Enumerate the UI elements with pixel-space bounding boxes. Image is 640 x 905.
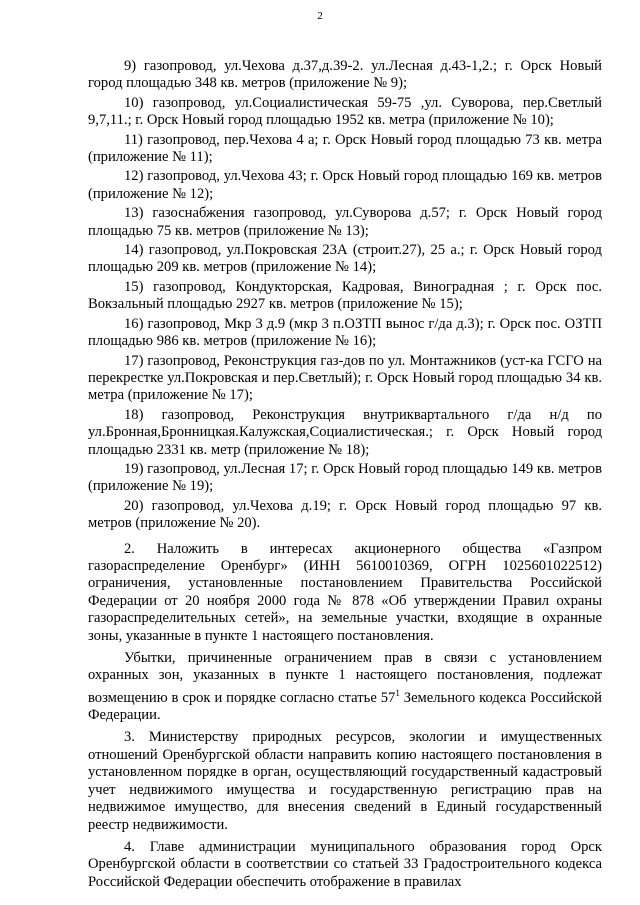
list-item: 16) газопровод, Мкр 3 д.9 (мкр 3 п.ОЗТП вынос г/да д.3); г. Орск пос. ОЗТП площадью 986 кв. метров (приложение № 16);	[88, 315, 602, 350]
document-body	[88, 56, 602, 891]
paragraph-4-administration: 4. Главе администрации муниципального образования город Орск Оренбургской области в соответствии со статьей 33 Градостроительного кодекса Российской Федерации обеспечить отображение в правилах	[88, 838, 602, 890]
page-number: 2	[317, 10, 323, 22]
paragraph-3-ministry: 3. Министерству природных ресурсов, экологии и имущественных отношений Оренбургской области направить копию настоящего постановления в установленном порядке в орган, осуществляющий государственный кадастровый учет недвижимого имущества и государственную регистрацию прав на недвижимое имущество, для внесения сведений в Единый государственный реестр недвижимости.	[88, 729, 602, 833]
list-item: 10) газопровод, ул.Социалистическая 59-75 ,ул. Суворова, пер.Светлый 9,7,11.; г. Орск Новый город площадью 1952 кв. метра (приложение № 10);	[88, 94, 602, 129]
list-item: 15) газопровод, Кондукторская, Кадровая, Виноградная ; г. Орск пос. Вокзальный площадью 2927 кв. метров (приложение № 15);	[88, 278, 602, 313]
list-item: 19) газопровод, ул.Лесная 17; г. Орск Новый город площадью 149 кв. метров (приложение № 19);	[88, 460, 602, 495]
list-item: 20) газопровод, ул.Чехова д.19; г. Орск Новый город площадью 97 кв. метров (приложение № 20).	[88, 497, 602, 532]
list-item: 17) газопровод, Реконструкция газ-дов по ул. Монтажников (уст-ка ГСГО на перекрестке ул.Покровская и пер.Светлый); г. Орск Новый город площадью 34 кв. метра (приложение № 17);	[88, 352, 602, 404]
list-item: 14) газопровод, ул.Покровская 23А (строит.27), 25 а.; г. Орск Новый город площадью 209 кв. метров (приложение № 14);	[88, 242, 602, 276]
losses-text: Убытки, причиненные ограничением прав в связи с установлением охранных зон, указанных в пункте 1 настоящего постановления, подлежат возмещению в срок и порядке согласно статье 57	[88, 650, 602, 706]
list-item: 11) газопровод, пер.Чехова 4 а; г. Орск Новый город площадью 73 кв. метра (приложение № 11);	[88, 131, 602, 166]
paragraph-losses	[88, 650, 602, 724]
list-item: 18) газопровод, Реконструкция внутриквартального г/да н/д по ул.Бронная,Бронницкая.Калужская,Социалистическая.; г. Орск Новый город площадью 2331 кв. метр (приложение № 18);	[88, 406, 602, 458]
list-item: 9) газопровод, ул.Чехова д.37,д.39-2. ул.Лесная д.43-1,2.; г. Орск Новый город площадью 348 кв. метров (приложение № 9);	[88, 58, 602, 92]
list-item: 12) газопровод, ул.Чехова 43; г. Орск Новый город площадью 169 кв. метров (приложение № 12);	[88, 168, 602, 202]
list-item: 13) газоснабжения газопровод, ул.Суворова д.57; г. Орск Новый город площадью 75 кв. метров (приложение № 13);	[88, 205, 602, 239]
article-superscript: 1	[395, 687, 400, 698]
paragraph-2-restrictions: 2. Наложить в интересах акционерного общества «Газпром газораспределение Оренбург» (ИНН 5610010369, ОГРН 1025601022512) ограничения, установленные постановлением Правительства Российской Федерации от 20 ноября 2000 года № 878 «Об утверждении Правил охраны газораспределительных сетей», на земельные участки, входящие в охранные зоны, указанные в пункте 1 настоящего постановления.	[88, 540, 602, 644]
losses-text-end: Земельного кодекса Российской Федерации.	[88, 689, 602, 724]
